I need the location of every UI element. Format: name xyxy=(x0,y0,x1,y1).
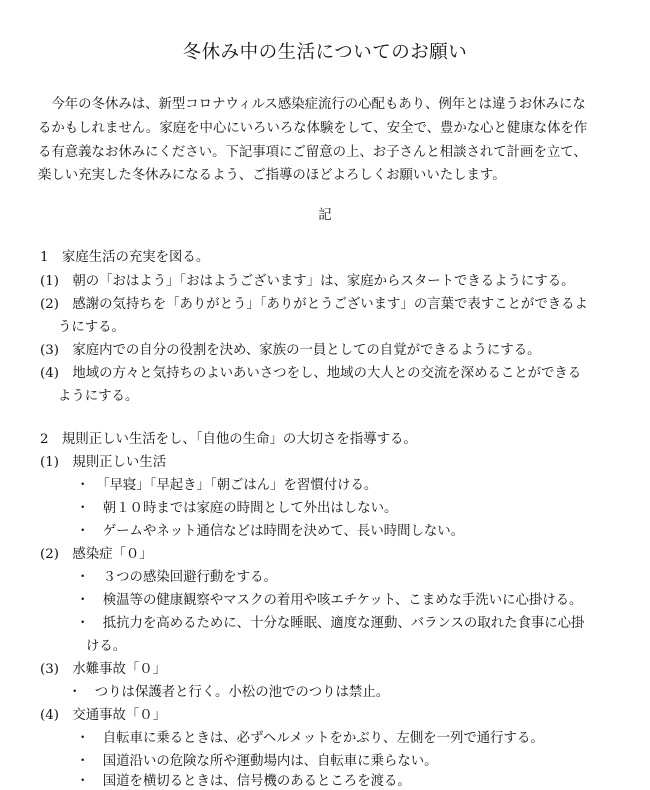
intro-line: る有意義なお休みにください。下記事項にご留意の上、お子さんと相談されて計画を立て、 xyxy=(38,145,587,160)
section-1-heading: 1 家庭生活の充実を図る。 xyxy=(40,250,210,265)
subsection-heading: (3) 水難事故「０」 xyxy=(40,662,167,677)
subsection-heading: (4) 交通事故「０」 xyxy=(40,708,167,723)
intro-line: 今年の冬休みは、新型コロナウィルス感染症流行の心配もあり、例年とは違うお休みにな xyxy=(38,97,586,112)
list-item-continuation: うにする。 xyxy=(58,320,125,335)
intro-line: るかもしれません。家庭を中心にいろいろな体験をして、安全で、豊かな心と健康な体を作 xyxy=(38,121,588,136)
bullet-item: ・ ３つの感染回避行動をする。 xyxy=(76,570,277,585)
list-item: (4) 地域の方々と気持ちのよいあいさつをし、地域の大人との交流を深めることができる xyxy=(40,366,582,381)
bullet-item: ・ 国道を横切るときは、信号機のあるところを渡る。 xyxy=(76,774,411,789)
bullet-item: ・ ゲームやネット通信などは時間を決めて、長い時間しない。 xyxy=(76,524,465,539)
list-item: (3) 家庭内での自分の役割を決め、家族の一員としての自覚ができるようにする。 xyxy=(40,343,541,358)
ki-marker: 記 xyxy=(318,208,332,223)
subsection-heading: (2) 感染症「０」 xyxy=(40,547,153,562)
bullet-item: ・ 「早寝」「早起き」「朝ごはん」を習慣付ける。 xyxy=(76,478,378,493)
bullet-item: ・ 自転車に乗るときは、必ずヘルメットをかぶり、左側を一列で通行する。 xyxy=(76,731,544,746)
list-item: (2) 感謝の気持ちを「ありがとう」「ありがとうございます」の言葉で表すことができるよ xyxy=(40,297,588,312)
section-2-heading: 2 規則正しい生活をし、「自他の生命」の大切さを指導する。 xyxy=(40,432,417,447)
intro-line: 楽しい充実した冬休みになるよう、ご指導のほどよろしくお願いいたします。 xyxy=(38,168,506,183)
bullet-item: ・ 抵抗力を高めるために、十分な睡眠、適度な運動、バランスの取れた食事に心掛 xyxy=(76,616,585,631)
page-title: 冬休み中の生活についてのお願い xyxy=(182,42,468,63)
bullet-item: ・ つりは保護者と行く。小松の池でのつりは禁止。 xyxy=(68,685,390,700)
bullet-item-continuation: ける。 xyxy=(86,639,127,654)
bullet-item: ・ 検温等の健康観察やマスクの着用や咳エチケット、こまめな手洗いに心掛ける。 xyxy=(76,593,583,608)
bullet-item: ・ 朝１０時までは家庭の時間として外出はしない。 xyxy=(76,501,398,516)
subsection-heading: (1) 規則正しい生活 xyxy=(40,455,167,470)
list-item: (1) 朝の「おはよう」「おはようございます」は、家庭からスタートできるようにする。 xyxy=(40,274,575,289)
bullet-item: ・ 国道沿いの危険な所や運動場内は、自転車に乗らない。 xyxy=(76,754,438,769)
list-item-continuation: ようにする。 xyxy=(58,389,139,404)
